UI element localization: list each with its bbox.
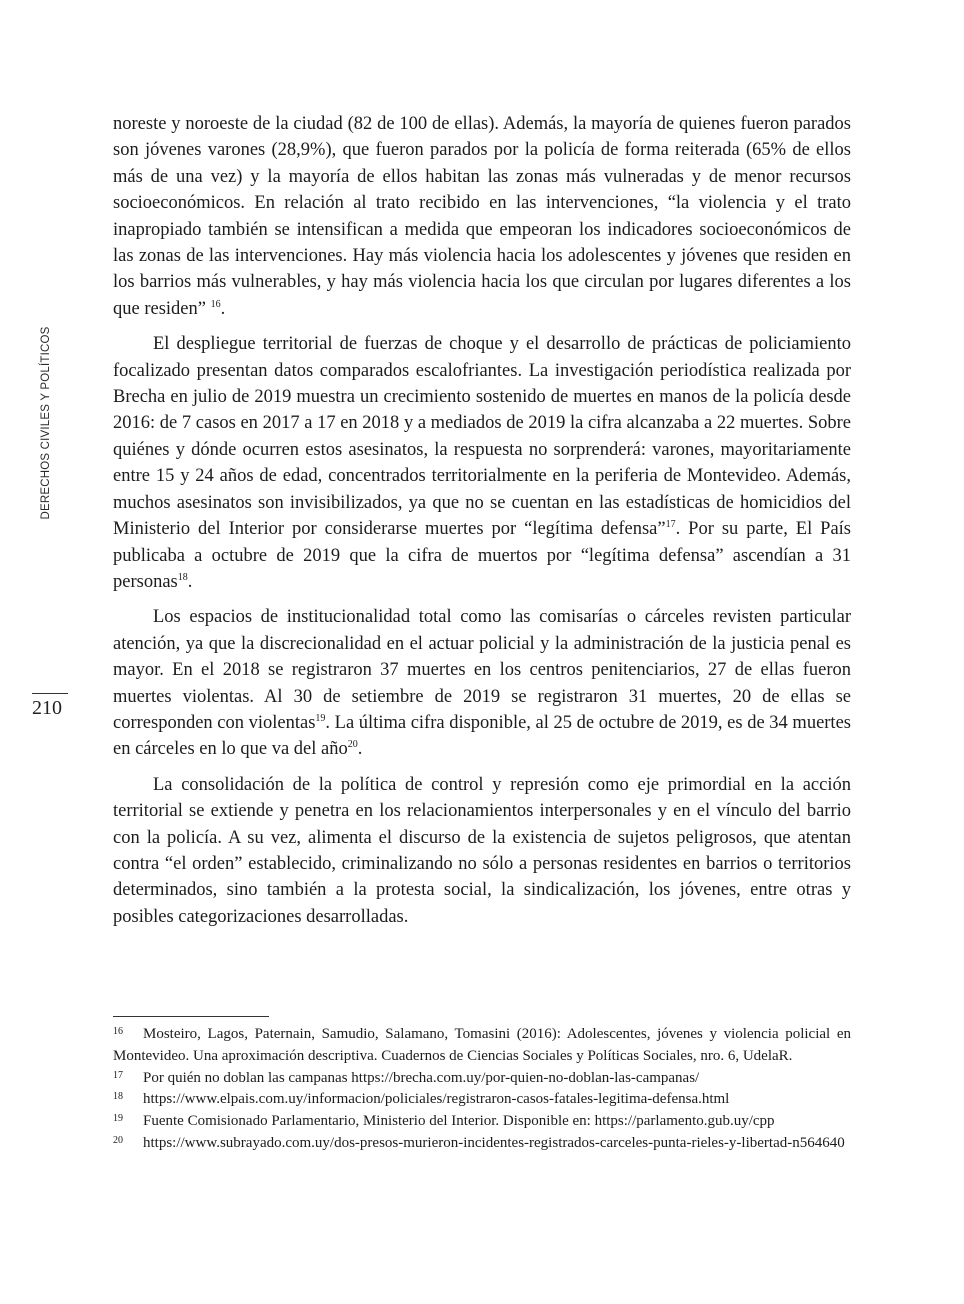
footnote-ref-20[interactable]: 20 bbox=[347, 739, 358, 751]
paragraph-text: . La última cifra disponible, al 25 de octubre de 2019, es de 34 muertes en cárceles en lo que va del año bbox=[113, 712, 851, 760]
footnote-separator bbox=[113, 1016, 269, 1017]
footnote-number: 18 bbox=[113, 1091, 123, 1103]
paragraph-tail: . bbox=[187, 571, 193, 592]
footnote-number: 17 bbox=[113, 1069, 123, 1081]
footnote-20 bbox=[113, 1133, 851, 1155]
paragraph-4 bbox=[113, 772, 851, 930]
paragraph-text: El despliegue territorial de fuerzas de choque y el desarrollo de prácticas de policiamiento focalizado presentan datos comparados escalofriantes. La investigación periodística realizada por Brecha en julio de 2019 muestra un crecimiento sostenido de muertes en manos de la policía desde 2016: de 7 casos en 2017 a 17 en 2018 y a mediados de 2019 la cifra alcanzaba a 22 muertes. Sobre quiénes y dónde ocurren estos asesinatos, la respuesta no sorprenderá: varones, mayoritariamente entre 15 y 24 años de edad, concentrados territorialmente en la periferia de Montevideo. Además, muchos asesinatos son invisibilizados, ya que no se cuentan en las estadísticas de homicidios del Ministerio del Interior por considerarse muertes por “legítima defensa” bbox=[113, 334, 851, 540]
page-number: 210 bbox=[32, 697, 62, 719]
paragraph-text: La consolidación de la política de control y represión como eje primordial en la acción territorial se extiende y penetra en los relacionamientos interpersonales y en el vínculo del barrio con la policía. A su vez, alimenta el discurso de la existencia de sujetos peligrosos, que atentan contra “el orden” establecido, criminalizando no sólo a personas residentes en barrios o territorios determinados, sino también a la protesta social, la sindicalización, los jóvenes, entre otras y posibles categorizaciones desarrolladas. bbox=[113, 774, 851, 927]
footnote-number: 20 bbox=[113, 1134, 123, 1146]
footnote-ref-17[interactable]: 17 bbox=[665, 518, 676, 530]
footnote-ref-16[interactable]: 16 bbox=[210, 298, 221, 310]
paragraph-2 bbox=[113, 331, 851, 595]
footnote-18 bbox=[113, 1089, 851, 1111]
footnote-16 bbox=[113, 1024, 851, 1068]
section-label-text: DERECHOS CIVILES Y POLÍTICOS bbox=[40, 326, 52, 520]
paragraph-tail: . bbox=[357, 739, 363, 760]
paragraph-3 bbox=[113, 604, 851, 762]
footnote-number: 19 bbox=[113, 1113, 123, 1125]
footnote-text[interactable]: https://www.elpais.com.uy/informacion/policiales/registraron-casos-fatales-legitima-defensa.html bbox=[143, 1091, 730, 1108]
footnote-text: Mosteiro, Lagos, Paternain, Samudio, Salamano, Tomasini (2016): Adolescentes, jóvenes y violencia policial en Montevideo. Una aproximación descriptiva. Cuadernos de Ciencias Sociales y Políticas Sociales, nro. 6, UdelaR. bbox=[113, 1026, 851, 1064]
paragraph-text: noreste y noroeste de la ciudad (82 de 100 de ellas). Además, la mayoría de quienes fueron parados son jóvenes varones (28,9%), que fueron parados por la policía de forma reiterada (65% de ellos más de una vez) y la mayoría de ellos habitan las zonas más vulneradas y de menor recursos socioeconómicos. En relación al trato recibido en las intervenciones, “la violencia y el trato inapropiado también se intensifican a medida que empeoran los indicadores socioeconómicos de las zonas de las intervenciones. Hay más violencia hacia los adolescentes y jóvenes que residen en los barrios más vulnerables, y hay más violencia hacia los que circulan por lugares diferentes a los que residen” bbox=[113, 114, 851, 319]
paragraph-1 bbox=[113, 111, 851, 322]
footnote-text[interactable]: Fuente Comisionado Parlamentario, Ministerio del Interior. Disponible en: https://parlamento.gub.uy/cpp bbox=[143, 1113, 775, 1130]
footnote-text[interactable]: https://www.subrayado.com.uy/dos-presos-murieron-incidentes-registrados-carceles-punta-rieles-y-libertad-n564640 bbox=[143, 1134, 845, 1151]
paragraph-text: . Por su parte, El País publicaba a octubre de 2019 que la cifra de muertos por “legítima defensa” ascendían a 31 personas bbox=[113, 519, 851, 592]
paragraph-text: Los espacios de institucionalidad total como las comisarías o cárceles revisten particular atención, ya que la discrecionalidad en el actuar policial y la administración de la justicia penal es mayor. En el 2018 se registraron 37 muertes en los centros penitenciarios, 27 de ellas fueron muertes violentas. Al 30 de setiembre de 2019 se registraron 31 muertes, 20 de ellas se corresponden con violentas bbox=[113, 607, 851, 733]
running-section-label bbox=[36, 318, 56, 528]
main-text bbox=[113, 111, 851, 939]
footnote-17 bbox=[113, 1068, 851, 1090]
footnotes bbox=[113, 1024, 851, 1155]
footnote-19 bbox=[113, 1111, 851, 1133]
footnote-text[interactable]: Por quién no doblan las campanas https://brecha.com.uy/por-quien-no-doblan-las-campanas/ bbox=[143, 1069, 700, 1086]
paragraph-tail: . bbox=[220, 298, 226, 319]
footnote-ref-19[interactable]: 19 bbox=[315, 712, 326, 724]
footnote-number: 16 bbox=[113, 1026, 123, 1037]
page-number-rule bbox=[32, 693, 68, 694]
footnote-ref-18[interactable]: 18 bbox=[177, 571, 188, 583]
